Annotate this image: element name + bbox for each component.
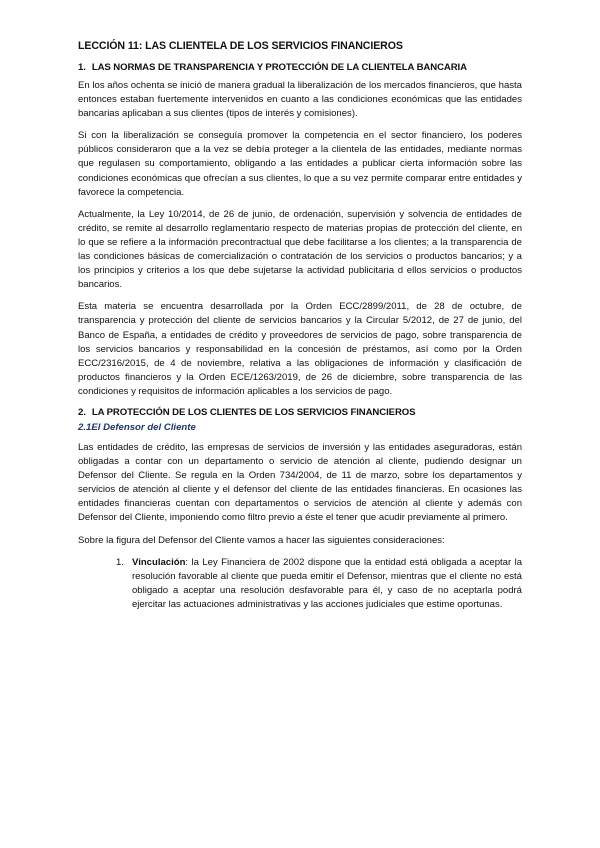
lesson-title: LECCIÓN 11: LAS CLIENTELA DE LOS SERVICIOS FINANCIEROS <box>78 40 403 52</box>
section-1-number: 1. <box>78 62 86 73</box>
paragraph: Sobre la figura del Defensor del Cliente vamos a hacer las siguientes consideraciones: <box>78 534 445 546</box>
list-item-text: : la Ley Financiera de 2002 dispone que la entidad está obligada a aceptar la resolución favorable al cliente que pueda emitir el Defensor, mientras que el cliente no está obligado a aceptar una resolución desfavorable para él, y caso de no aceptarla podrá ejercitar las actuaciones administrativas y las acciones judiciales que estime oportunas. <box>132 556 522 610</box>
subsection-2-1-heading: 2.1El Defensor del Cliente <box>78 421 196 433</box>
paragraph: Las entidades de crédito, las empresas de servicios de inversión y las entidades aseguradoras, están obligadas a contar con un departamento o servicio de atención al cliente, pudiendo designar un Defensor del Cliente. Se regula en la Orden 734/2004, de 11 de marzo, sobre los departamentos y servicios de atención al cliente y el defensor del cliente de las entidades financieras. En ocasiones las entidades financieras cuentan con departamentos o servicios de atención al cliente y además con Defensor del Cliente, imponiendo como filtro previo a éste el tener que acudir previamente al primero. <box>78 441 522 524</box>
section-1-heading-text: LAS NORMAS DE TRANSPARENCIA Y PROTECCIÓN DE LA CLIENTELA BANCARIA <box>91 62 467 73</box>
list-item-term: Vinculación <box>132 556 186 568</box>
list-item <box>116 556 522 612</box>
section-client-protection <box>78 407 522 612</box>
section-2-heading-text: LA PROTECCIÓN DE LOS CLIENTES DE LOS SERVICIOS FINANCIEROS <box>91 406 416 418</box>
section-transparency <box>78 62 522 399</box>
considerations-list <box>78 556 522 612</box>
paragraph: En los años ochenta se inició de manera gradual la liberalización de los mercados financieros, que hasta entonces estaban fuertemente intervenidos en cuanto a las condiciones económicas que las entidades bancarias aplicaban a sus clientes (tipos de interés y comisiones). <box>78 80 522 120</box>
paragraph: Esta materia se encuentra desarrollada por la Orden ECC/2899/2011, de 28 de octubre, de transparencia y protección del cliente de servicios bancarios y la Circular 5/2012, de 27 de junio, del Banco de España, a entidades de crédito y proveedores de servicios de pago, sobre transparencia de los servicios bancarios y responsabilidad en la concesión de préstamos, así como por la Orden ECC/2316/2015, de 4 de noviembre, relativa a las obligaciones de información y clasificación de productos financieros y la Orden ECE/1263/2019, de 26 de diciembre, sobre transparencia de las condiciones y requisitos de información aplicables a los servicios de pago. <box>78 301 522 397</box>
paragraph: Actualmente, la Ley 10/2014, de 26 de junio, de ordenación, supervisión y solvencia de entidades de crédito, se remite al desarrollo reglamentario respecto de materias propias de protección del cliente, en lo que se refiere a la información precontractual que debe facilitarse a los clientes; a la transparencia de las condiciones básicas de comercialización o contratación de los servicios o productos bancarios; y a los principios y criterios a los que debe sujetarse la actividad publicitaria d ellos servicios o productos bancarios. <box>78 208 522 291</box>
paragraph: Si con la liberalización se conseguía promover la competencia en el sector financiero, los poderes públicos consideraron que a la vez se debía proteger a la clientela de las entidades, mediante normas que regulasen su comportamiento, obligando a las entidades a publicar cierta información sobre las condiciones económicas que ofrecían a sus clientes, lo que a su vez permite comparar entre entidades y favorece la competencia. <box>78 130 522 198</box>
list-item-number: 1. <box>116 556 124 568</box>
section-1-heading <box>78 62 522 73</box>
section-2-heading <box>78 407 522 418</box>
section-2-number: 2. <box>78 406 86 418</box>
